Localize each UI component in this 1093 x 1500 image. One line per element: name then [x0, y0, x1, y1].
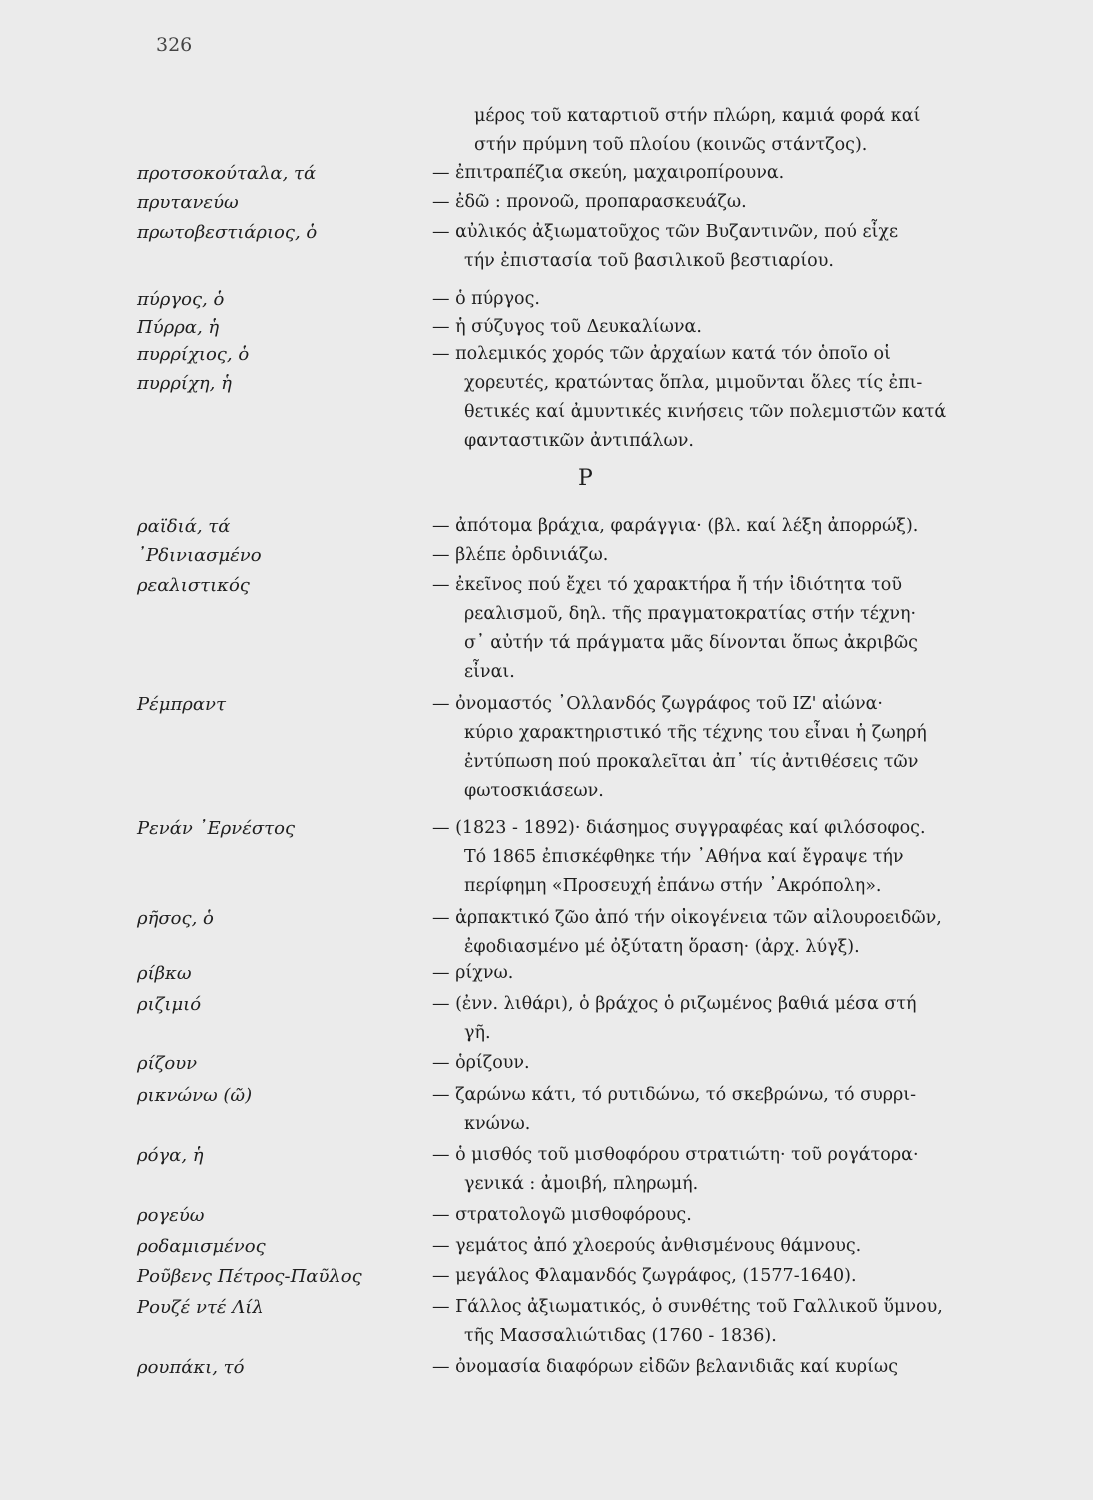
- entry-term: Ρέμπραντ: [137, 694, 226, 715]
- entry-definition: — ὁρίζουν.: [432, 1053, 530, 1073]
- entry-term: ριζιμιό: [137, 994, 202, 1015]
- entry-definition: — ἐδῶ : προνοῶ, προπαρασκευάζω.: [432, 192, 747, 212]
- entry-definition: — στρατολογῶ μισθοφόρους.: [432, 1205, 692, 1225]
- entry-definition: — ἀπότομα βράχια, φαράγγια· (βλ. καί λέξη ἀπορρώξ).: [432, 516, 919, 536]
- entry-definition: — Γάλλος ἀξιωματικός, ὁ συνθέτης τοῦ Γαλλικοῦ ὕμνου, τῆς Μασσαλιώτιδας (1760 - 1836).: [432, 1297, 943, 1346]
- entry-definition: — ὁ μισθός τοῦ μισθοφόρου στρατιώτη· τοῦ ρογάτορα· γενικά : ἀμοιβή, πληρωμή.: [432, 1145, 919, 1194]
- entry-term: πυρρίχιος, ὁ πυρρίχη, ἡ: [137, 344, 250, 394]
- continuation-line: στήν πρύμνη τοῦ πλοίου (κοινῶς στάντζος).: [474, 135, 868, 155]
- entry-definition: — βλέπε ὀρδινιάζω.: [432, 545, 609, 565]
- page-number: 326: [156, 34, 193, 56]
- entry-term: Ρενάν ᾿Ερνέστος: [137, 818, 296, 839]
- entry-definition: — (ἐνν. λιθάρι), ὁ βράχος ὁ ριζωμένος βαθιά μέσα στή γῆ.: [432, 994, 917, 1043]
- entry-definition: — ζαρώνω κάτι, τό ρυτιδώνω, τό σκεβρώνω, τό συρρι- κνώνω.: [432, 1085, 917, 1134]
- entry-definition: — αὐλικός ἀξιωματοῦχος τῶν Βυζαντινῶν, πού εἶχε τήν ἐπιστασία τοῦ βασιλικοῦ βεστιαρίου.: [432, 222, 899, 271]
- entry-term: ρογεύω: [137, 1205, 205, 1226]
- entry-term: ρίζουν: [137, 1053, 198, 1074]
- entry-definition: — ὁ πύργος.: [432, 289, 540, 309]
- entry-term: Πύρρα, ἡ: [137, 317, 220, 338]
- section-letter: Ρ: [578, 466, 593, 491]
- entry-term: πρυτανεύω: [137, 192, 239, 213]
- entry-term: ρουπάκι, τό: [137, 1357, 245, 1378]
- entry-definition: — ἁρπακτικό ζῶο ἀπό τήν οἰκογένεια τῶν αἰλουροειδῶν, ἐφοδιασμένο μέ ὀξύτατη ὅραση· (ἀρχ. λύγξ).: [432, 908, 942, 957]
- entry-term: ᾿Ρδινιασμένο: [137, 545, 262, 566]
- entry-definition: — ἐκεῖνος πού ἔχει τό χαρακτήρα ἤ τήν ἰδιότητα τοῦ ρεαλισμοῦ, δηλ. τῆς πραγματοκρατίας στήν τέχνη· σ᾿ αὐτήν τά πράγματα μᾶς δίνονται ὅπως ἀκριβῶς εἶναι.: [432, 575, 918, 682]
- entry-definition: — πολεμικός χορός τῶν ἀρχαίων κατά τόν ὁποῖο οἱ χορευτές, κρατώντας ὅπλα, μιμοῦνται ὅλες τίς ἐπι- θετικές καί ἀμυντικές κινήσεις τῶν πολεμιστῶν κατά φανταστικῶν ἀντιπάλων.: [432, 344, 947, 451]
- entry-definition: — (1823 - 1892)· διάσημος συγγραφέας καί φιλόσοφος. Τό 1865 ἐπισκέφθηκε τήν ᾿Αθήνα καί ἔγραψε τήν περίφημη «Προσευχή ἐπάνω στήν ᾿Ακρόπολη».: [432, 818, 926, 896]
- entry-definition: — ἐπιτραπέζια σκεύη, μαχαιροπίρουνα.: [432, 163, 785, 183]
- entry-definition: — ρίχνω.: [432, 963, 514, 983]
- entry-term: ρόγα, ἡ: [137, 1145, 204, 1166]
- continuation-text: [474, 102, 1019, 160]
- entry-definition: — ὀνομαστός ᾿Ολλανδός ζωγράφος τοῦ ΙΖ' αἰώνα· κύριο χαρακτηριστικό τῆς τέχνης του εἶναι ἡ ζωηρή ἐντύπωση πού προκαλεῖται ἀπ᾿ τίς ἀντιθέσεις τῶν φωτοσκιάσεων.: [432, 694, 927, 801]
- entry-term: προτσοκούταλα, τά: [137, 163, 317, 184]
- entry-term: Ρουζέ ντέ Λίλ: [137, 1297, 264, 1318]
- entry-definition: — ὀνομασία διαφόρων εἰδῶν βελανιδιᾶς καί κυρίως: [432, 1357, 898, 1377]
- entry-term: πρωτοβεστιάριος, ὁ: [137, 222, 318, 243]
- entry-term: ρεαλιστικός: [137, 575, 250, 596]
- continuation-line: μέρος τοῦ καταρτιοῦ στήν πλώρη, καμιά φορά καί: [474, 106, 921, 126]
- entry-term: ρίβκω: [137, 963, 192, 984]
- entry-term: ρικνώνω (ῶ): [137, 1085, 253, 1106]
- entry-term: ρῆσος, ὁ: [137, 908, 214, 929]
- entry-definition: — μεγάλος Φλαμανδός ζωγράφος, (1577-1640).: [432, 1266, 857, 1286]
- entry-term: Ροῦβενς Πέτρος-Παῦλος: [137, 1266, 362, 1287]
- entry-definition: — ἡ σύζυγος τοῦ Δευκαλίωνα.: [432, 317, 702, 337]
- entry-term: πύργος, ὁ: [137, 289, 225, 310]
- entry-term: ροδαμισμένος: [137, 1236, 266, 1257]
- entry-term: ραϊδιά, τά: [137, 516, 231, 537]
- entry-definition: — γεμάτος ἀπό χλοερούς ἀνθισμένους θάμνους.: [432, 1236, 862, 1256]
